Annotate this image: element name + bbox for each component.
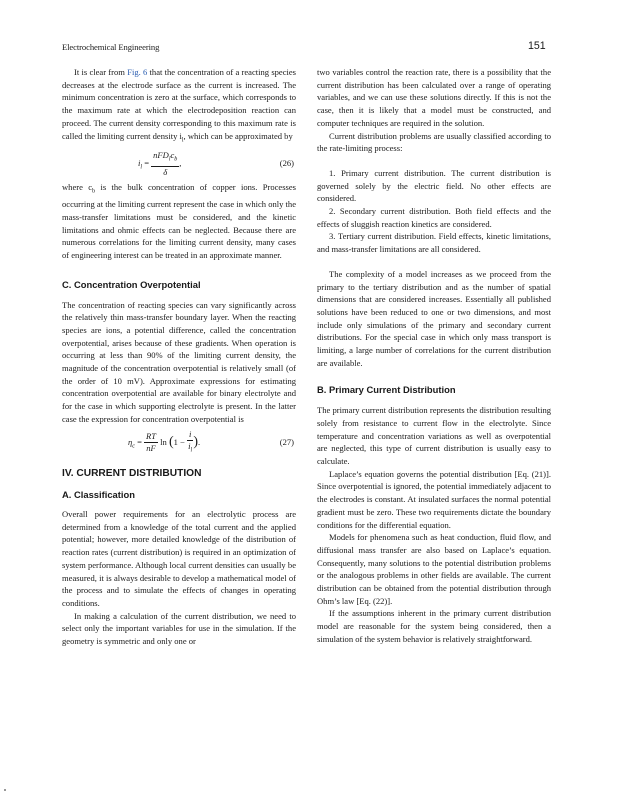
paragraph: In making a calculation of the current distribution, we need to select only the important variables for use in the simulation. If the geometry is symmetric and only one or	[62, 610, 296, 647]
list-item: 1. Primary current distribution. The current distribution is governed solely by the electric field. No other effects are considered.	[317, 167, 551, 204]
section-heading-classification: A. Classification	[62, 489, 135, 501]
paragraph: Models for phenomena such as heat conduction, fluid flow, and diffusional mass transfer are also based on Laplace’s equation. Consequently, many solutions to the potential distribution problems or the analogous problems in other fields are available. The current distribution can be obtained from the potential distribution through Ohm’s law [Eq. (22)].	[317, 532, 551, 606]
left-column	[62, 66, 296, 648]
paragraph: where $c_b$ is the bulk concentration of copper ions. Processes occurring at the limiting current represent the case in which only the mass-transfer limitations must be considered, and the kinetic limitations and ohmic effects can be neglected. Because there are numerous correlations for the limiting current density, many cases of engineering interest can be treated in an approximate manner.	[62, 181, 296, 261]
part-heading-current-distribution: IV. CURRENT DISTRIBUTION	[62, 467, 202, 479]
classification-list	[317, 167, 551, 256]
running-header: Electrochemical Engineering	[62, 42, 160, 52]
paragraph: It is clear from Fig. 6 that the concentration of a reacting species decreases at the electrode surface as the current is increased. The minimum concentration is zero at the surface, which corresponds to the maximum rate at which the electrodeposition reaction can proceed. The current density corresponding to this maximum rate is called the limiting current density $i_l$, which can be approximated by	[62, 67, 297, 144]
paragraph: Overall power requirements for an electrolytic process are determined from a knowledge of the total current and the applied potential; however, more detailed knowledge of the distribution of reaction rates (current distribution) is required in an optimization of system performance. Although local current densities can usually be measured, it is always desirable to develop a mathematical model of the process and to simulate the effects of changes in operating conditions.	[62, 508, 296, 608]
right-column	[317, 66, 551, 646]
list-item: 3. Tertiary current distribution. Field effects, kinetic limitations, and mass-transfer limitations are all considered.	[317, 231, 551, 255]
margin-mark	[4, 789, 6, 791]
section-heading-concentration-overpotential: C. Concentration Overpotential	[62, 278, 201, 290]
paragraph: The concentration of reacting species can vary significantly across the relatively thin mass-transfer boundary layer. When the reacting species are ions, a potential difference, called the concentration overpotential, arises because of these gradients. When operation is occurring at less than 90% of the limiting current density, the magnitude of the concentration overpotential is relatively small (of the order of 10 mV). Approximate expressions for estimating concentration overpotential are available for binary electrolyte and for the case in which supporting electrolyte is present. In the latter case the expression for concentration overpotential is	[62, 299, 296, 424]
paragraph: Laplace’s equation governs the potential distribution [Eq. (21)]. Since overpotential is ignored, the potential immediately adjacent to the electrodes is constant. At insulated surfaces the normal potential gradient must be zero. These two requirements dictate the boundary conditions for the differential equation.	[317, 468, 551, 530]
list-item: 2. Secondary current distribution. Both field effects and the effects of sluggish reaction kinetics are considered.	[317, 206, 551, 229]
paragraph: two variables control the reaction rate, there is a possibility that the current distribution has been calculated over a range of operating variables, and we can use these solutions directly. If this is not the case, then it is likely that a model must be constructed, and computer techniques are required in the solution.	[317, 67, 551, 128]
paragraph: The primary current distribution represents the distribution resulting solely from resistance to current flow in the electrolyte. Since temperature and concentration variations as well as overpotential are neglected, this type of current distribution is usually easy to calculate.	[317, 405, 551, 466]
equation-number: (26)	[279, 157, 294, 168]
equation-26: $i_l$ = $\frac{nFD_lc_b}{\delta}$ , (26)	[138, 149, 294, 177]
section-heading-primary-current-distribution: B. Primary Current Distribution	[317, 384, 456, 396]
equation-27: $\eta_c$ = $\frac{RT}{nF}$ ln (1 − $\frac{i}{i_l}$ ). (27)	[128, 428, 294, 454]
equation-number: (27)	[279, 436, 294, 447]
figure-link[interactable]: Fig. 6	[127, 67, 148, 77]
paragraph: If the assumptions inherent in the primary current distribution model are reasonable for the system being considered, then a simulation of the system behavior is relatively straightforward.	[317, 608, 551, 644]
paragraph: The complexity of a model increases as we proceed from the primary to the tertiary distribution and as the number of spatial dimensions that are considered increases. Essentially all published solutions have been reduced to one or two dimensions, and most include only simulations of the primary and secondary current distributions. For the special case in which only mass transport is limiting, a large number of correlations for the current distribution are available.	[317, 268, 551, 368]
page-number: 151	[528, 40, 546, 52]
paragraph: Current distribution problems are usually classified according to the rate-limiting process:	[317, 130, 551, 154]
